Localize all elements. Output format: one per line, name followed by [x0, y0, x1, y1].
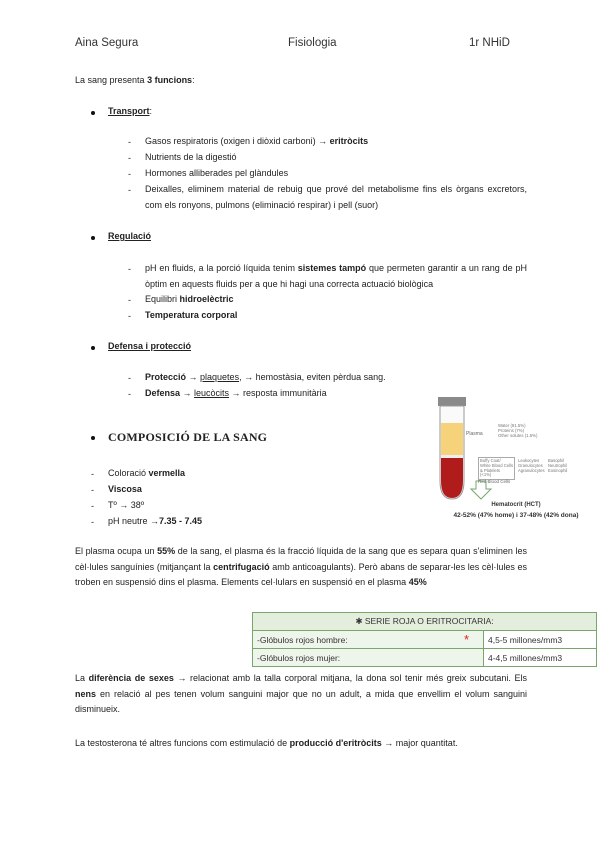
plaquetes-link: plaquetes: [200, 372, 240, 382]
table-row: -Glóbulos rojos hombre: 4,5-5 millones/mm3: [253, 631, 597, 649]
bullet-dot: [91, 236, 95, 240]
intro-bold: 3 funcions: [147, 75, 193, 85]
header-course: 1r NHiD: [469, 37, 510, 49]
transport-item-2: Hormones alliberades pel glàndules: [145, 168, 289, 178]
dash: -: [128, 389, 131, 399]
bullet-dot: [91, 436, 95, 440]
leucocits-link: leucòcits: [194, 388, 230, 398]
section-defensa-title: [108, 339, 191, 355]
testosterona-paragraph: La testosterona té altres funcions com estimulació de producció d'eritròcits → major quantitat.: [75, 738, 458, 748]
plasma-notes: Water (91.5%) Proteins (7%) Other solutes (1.5%): [498, 423, 538, 438]
composicio-item-2: Tº → 38º: [108, 500, 145, 510]
bullet-dot: [91, 111, 95, 115]
hematocrit-figure: [436, 393, 596, 529]
transport-colon: :: [149, 106, 153, 116]
defensa-item-1: Defensa → leucòcits → resposta immunitària: [145, 388, 327, 398]
intro-pre: La sang presenta: [75, 75, 148, 85]
sexes-paragraph: La diferència de sexes → relacionat amb la talla corporal mitjana, la dona sol tenir més greix subcutani. Els nens en relació al pes tenen volum sanguini major que no un adult, a mida que envellim el volum sanguini disminueix.: [75, 673, 527, 714]
dash: -: [128, 264, 131, 274]
rbc-layer: [441, 458, 463, 498]
transport-item-1: Nutrients de la digestió: [145, 152, 237, 162]
section-regulacio-title: [108, 229, 151, 245]
dash: -: [128, 137, 131, 147]
red-asterisk-icon: *: [464, 632, 470, 647]
dash: -: [128, 169, 131, 179]
plasma-paragraph: El plasma ocupa un 55% de la sang, el plasma és la fracció líquida de la sang que es separa quan s'eliminen les cèl·lules sanguínies (mitjançant la centrifugació amb anticoagulants). Però abans de separar-les les cèl·lules es troben en suspensió dins el plasma. Elements cel·lulars en suspensió en el plasma 45%: [75, 546, 527, 587]
rbc-label: Red Blood Cells: [478, 479, 511, 484]
hematocrit-title: Hematocrit (HCT): [491, 502, 541, 508]
asterisk-icon: ✱: [355, 616, 365, 626]
plasma-label: Plasma: [466, 431, 483, 437]
tube-cap: [438, 397, 466, 406]
composicio-item-1: Viscosa: [108, 484, 142, 494]
defensa-item-0: Protecció → plaquetes, → hemostàsia, eviten pèrdua sang.: [145, 372, 386, 382]
dash: -: [128, 373, 131, 383]
buffy-layer: [441, 455, 463, 458]
plasma-layer: [441, 423, 463, 455]
buffy-notes-2: Basophil Neutrophil Eosinophil: [548, 458, 568, 473]
dash: -: [128, 185, 131, 195]
composicio-item-3: pH neutre →7.35 - 7.45: [108, 516, 203, 526]
table-row: -Glóbulos rojos mujer: 4-4,5 millones/mm3: [253, 649, 597, 667]
dash: -: [91, 485, 94, 495]
section-transport-title: [108, 104, 152, 120]
header-subject: Fisiologia: [288, 37, 337, 49]
intro-line: [75, 73, 195, 89]
test-tube-diagram: [436, 393, 596, 529]
regulacio-item-2: Temperatura corporal: [145, 310, 238, 320]
regulacio-item-1: Equilibri hidroelèctric: [145, 294, 234, 304]
composicio-item-0: Coloració vermella: [108, 468, 186, 478]
composicio-title: COMPOSICIÓ DE LA SANG: [108, 430, 268, 444]
serie-header: ✱ SERIE ROJA O ERITROCITARIA:: [253, 613, 597, 631]
regulacio-item-0: pH en fluids, a la porció líquida tenim sistemes tampó que permeten garantir a un rang de pH òptim en aquests fluids per a que hi hagi una correcta actuació biològica: [145, 263, 527, 289]
transport-item-0: Gasos respiratoris (oxigen i diòxid carboni) → eritròcits: [145, 136, 369, 146]
defensa-title: Defensa i protecció: [108, 341, 192, 351]
dash: -: [128, 153, 131, 163]
dash: -: [91, 469, 94, 479]
dash: -: [91, 517, 94, 527]
buffy-notes: Leukocytes Granulocytes Agranulocytes: [518, 458, 545, 473]
hematocrit-caption: 42-52% (47% home) i 37-48% (42% dona): [453, 512, 579, 519]
regulacio-title: Regulació: [108, 231, 152, 241]
transport-title: Transport: [108, 106, 150, 116]
dash: -: [128, 311, 131, 321]
dash: -: [128, 295, 131, 305]
bullet-dot: [91, 346, 95, 350]
dash: -: [91, 501, 94, 511]
header-author: Aina Segura: [75, 37, 139, 49]
intro-post: :: [192, 75, 195, 85]
buffy-label: Buffy Coat/ White Blood Cells & Platelets (<1%): [478, 457, 515, 480]
transport-item-3: Deixalles, eliminem material de rebuig que prové del metabolisme fins els òrgans excretors, com els ronyons, pulmons (eliminació respirar) i pell (suor): [145, 184, 527, 210]
serie-roja-table: [252, 612, 597, 667]
